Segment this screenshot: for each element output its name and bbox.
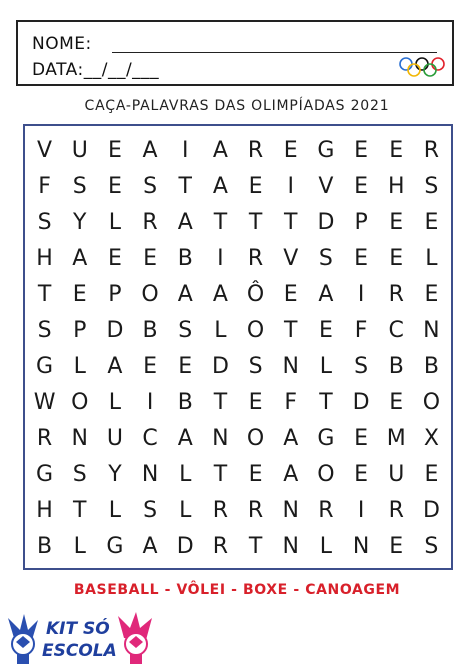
grid-letter-cell[interactable]: N [212, 425, 229, 451]
grid-letter-cell[interactable]: T [319, 389, 333, 415]
grid-letter-cell[interactable]: R [247, 497, 264, 523]
grid-letter-cell[interactable]: U [71, 137, 88, 163]
grid-letter-cell[interactable]: E [389, 209, 404, 235]
grid-letter-cell[interactable]: S [318, 245, 333, 271]
grid-letter-cell[interactable]: L [214, 317, 227, 343]
grid-letter-cell[interactable]: S [37, 209, 52, 235]
grid-letter-cell[interactable]: L [319, 533, 333, 559]
grid-letter-cell[interactable]: R [212, 497, 229, 523]
grid-letter-cell[interactable]: T [213, 389, 228, 415]
grid-letter-cell[interactable]: A [142, 533, 158, 559]
grid-letter-cell[interactable]: H [387, 173, 405, 199]
grid-letter-cell[interactable]: E [354, 245, 369, 271]
grid-letter-cell[interactable]: A [212, 137, 228, 163]
grid-letter-cell[interactable]: E [143, 353, 158, 379]
grid-letter-cell[interactable]: E [424, 281, 439, 307]
grid-letter-cell[interactable]: B [388, 353, 404, 379]
grid-letter-cell[interactable]: S [424, 533, 439, 559]
grid-letter-cell[interactable]: E [354, 425, 369, 451]
grid-letter-cell[interactable]: O [71, 389, 89, 415]
grid-letter-cell[interactable]: A [177, 209, 193, 235]
grid-letter-cell[interactable]: R [212, 533, 229, 559]
grid-letter-cell[interactable]: E [318, 317, 333, 343]
grid-letter-cell[interactable]: B [37, 533, 53, 559]
grid-letter-cell[interactable]: A [318, 281, 334, 307]
grid-letter-cell[interactable]: S [248, 353, 263, 379]
grid-letter-cell[interactable]: D [211, 353, 229, 379]
grid-letter-cell[interactable]: Y [108, 461, 122, 487]
grid-letter-cell[interactable]: D [422, 497, 440, 523]
grid-letter-cell[interactable]: V [37, 137, 53, 163]
grid-letter-cell[interactable]: E [389, 245, 404, 271]
grid-letter-cell[interactable]: N [282, 497, 299, 523]
grid-letter-cell[interactable]: T [248, 209, 263, 235]
grid-letter-cell[interactable]: E [248, 173, 263, 199]
grid-letter-cell[interactable]: E [107, 173, 122, 199]
grid-letter-cell[interactable]: R [247, 137, 264, 163]
grid-letter-cell[interactable]: N [282, 353, 299, 379]
grid-letter-cell[interactable]: N [352, 533, 370, 559]
grid-letter-cell[interactable]: N [141, 461, 159, 487]
grid-letter-cell[interactable]: Ô [246, 281, 265, 307]
grid-letter-cell[interactable]: A [72, 245, 88, 271]
grid-letter-cell[interactable]: I [357, 281, 365, 307]
grid-letter-cell[interactable]: L [179, 461, 192, 487]
grid-letter-cell[interactable]: X [423, 425, 439, 451]
grid-letter-cell[interactable]: H [36, 245, 53, 271]
page-title: CAÇA-PALAVRAS DAS OLIMPÍADAS 2021 [84, 98, 390, 114]
grid-letter-cell[interactable]: V [283, 245, 299, 271]
grid-letter-cell[interactable]: A [212, 281, 228, 307]
grid-letter-cell[interactable]: T [284, 209, 298, 235]
grid-letter-cell[interactable]: L [73, 533, 86, 559]
grid-letter-cell[interactable]: L [179, 497, 192, 523]
grid-letter-cell[interactable]: A [142, 137, 158, 163]
grid-letter-cell[interactable]: E [178, 353, 193, 379]
grid-letter-cell[interactable]: D [352, 389, 370, 415]
grid-letter-cell[interactable]: P [354, 209, 368, 235]
grid-letter-cell[interactable]: A [107, 353, 123, 379]
grid-letter-cell[interactable]: E [283, 281, 298, 307]
grid-letter-cell[interactable]: T [213, 461, 228, 487]
grid-letter-cell[interactable]: L [73, 353, 86, 379]
grid-letter-cell[interactable]: G [36, 461, 54, 487]
logo-text [42, 617, 117, 661]
grid-letter-cell[interactable]: E [143, 245, 158, 271]
grid-letter-cell[interactable]: N [71, 425, 88, 451]
word-list: BASEBALL - VÔLEI - BOXE - CANOAGEM [73, 582, 401, 598]
grid-letter-cell[interactable]: G [106, 533, 124, 559]
grid-letter-cell[interactable]: P [108, 281, 122, 307]
grid-letter-cell[interactable]: L [108, 209, 122, 235]
grid-letter-cell[interactable]: M [386, 425, 406, 451]
grid-letter-cell[interactable]: O [246, 425, 265, 451]
grid-letter-cell[interactable]: C [142, 425, 158, 451]
grid-letter-cell[interactable]: A [177, 425, 193, 451]
grid-letter-cell[interactable]: O [141, 281, 159, 307]
grid-letter-cell[interactable]: L [108, 389, 122, 415]
grid-letter-cell[interactable]: T [213, 209, 228, 235]
grid-letter-cell[interactable]: Y [73, 209, 87, 235]
grid-letter-cell[interactable]: W [33, 389, 56, 415]
grid-letter-cell[interactable]: T [37, 281, 52, 307]
name-input-line[interactable] [112, 52, 437, 53]
mascot-left-icon [8, 614, 38, 664]
grid-letter-cell[interactable]: L [108, 497, 122, 523]
grid-letter-cell[interactable]: R [318, 497, 334, 523]
grid-letter-cell[interactable]: I [181, 137, 189, 163]
grid-letter-cell[interactable]: S [424, 173, 439, 199]
grid-letter-cell[interactable]: T [73, 497, 87, 523]
word-search-grid [27, 132, 449, 564]
grid-letter-cell[interactable]: E [424, 209, 439, 235]
grid-letter-cell[interactable]: B [423, 353, 439, 379]
grid-letter-cell[interactable]: A [212, 173, 228, 199]
grid-letter-cell[interactable]: U [388, 461, 405, 487]
grid-letter-cell[interactable]: S [72, 173, 87, 199]
grid-letter-cell[interactable]: F [354, 317, 368, 343]
grid-letter-cell[interactable]: O [317, 461, 335, 487]
grid-letter-cell[interactable]: I [287, 173, 294, 199]
grid-letter-cell[interactable]: E [107, 245, 122, 271]
grid-letter-cell[interactable]: G [36, 353, 54, 379]
grid-letter-cell[interactable]: S [143, 497, 158, 523]
grid-letter-cell[interactable]: D [176, 533, 194, 559]
grid-letter-cell[interactable]: V [318, 173, 334, 199]
date-field[interactable]: DATA:__/__/___ [32, 60, 160, 80]
header-box [16, 20, 454, 86]
grid-letter-cell[interactable]: E [283, 137, 298, 163]
grid-letter-cell[interactable]: L [319, 353, 333, 379]
grid-letter-cell[interactable]: H [36, 497, 53, 523]
grid-letter-cell[interactable]: E [389, 533, 404, 559]
svg-text:KIT SÓ: KIT SÓ [46, 619, 110, 639]
grid-letter-cell[interactable]: F [284, 389, 298, 415]
svg-text:ESCOLA: ESCOLA [42, 641, 117, 661]
grid-letter-cell[interactable]: D [317, 209, 335, 235]
grid-letter-cell[interactable]: N [282, 533, 299, 559]
grid-letter-cell[interactable]: E [354, 173, 369, 199]
grid-letter-cell[interactable]: B [177, 245, 193, 271]
grid-letter-cell[interactable]: T [248, 533, 263, 559]
grid-letter-cell[interactable]: R [388, 497, 404, 523]
grid-letter-cell[interactable]: F [38, 173, 51, 199]
grid-letter-cell[interactable]: S [37, 317, 52, 343]
grid-letter-cell[interactable]: O [246, 317, 265, 343]
grid-letter-cell[interactable]: E [107, 137, 122, 163]
grid-letter-cell[interactable]: E [424, 461, 439, 487]
grid-letter-cell[interactable]: B [177, 389, 193, 415]
grid-letter-cell[interactable]: L [425, 245, 438, 271]
grid-letter-cell[interactable]: I [146, 389, 154, 415]
grid-letter-cell[interactable]: T [178, 173, 192, 199]
grid-letter-cell[interactable]: R [388, 281, 404, 307]
grid-letter-cell[interactable]: R [36, 425, 53, 451]
grid-letter-cell[interactable]: I [357, 497, 365, 523]
grid-letter-cell[interactable]: G [317, 137, 335, 163]
grid-letter-cell[interactable]: A [283, 461, 299, 487]
grid-letter-cell[interactable]: R [423, 137, 440, 163]
grid-letter-cell[interactable]: U [106, 425, 123, 451]
word-search-grid-box [23, 124, 453, 570]
grid-letter-cell[interactable]: T [284, 317, 298, 343]
grid-letter-cell[interactable]: B [142, 317, 158, 343]
grid-letter-cell[interactable]: R [142, 209, 158, 235]
grid-letter-cell[interactable]: D [106, 317, 124, 343]
name-label: NOME: [32, 34, 92, 54]
grid-letter-cell[interactable]: A [177, 281, 193, 307]
kit-so-escola-logo [6, 608, 156, 666]
grid-letter-cell[interactable]: E [248, 389, 263, 415]
grid-letter-cell[interactable]: E [354, 461, 369, 487]
grid-letter-cell[interactable]: S [178, 317, 193, 343]
grid-letter-cell[interactable]: G [317, 425, 335, 451]
olympic-rings-icon [398, 56, 446, 78]
grid-letter-cell[interactable]: R [247, 245, 264, 271]
grid-letter-cell[interactable]: S [143, 173, 158, 199]
grid-letter-cell[interactable]: E [248, 461, 263, 487]
grid-letter-cell[interactable]: A [283, 425, 299, 451]
grid-letter-cell[interactable]: N [423, 317, 440, 343]
mascot-right-icon [118, 612, 152, 664]
grid-letter-cell[interactable]: C [388, 317, 404, 343]
grid-letter-cell[interactable]: E [389, 137, 404, 163]
grid-letter-cell[interactable]: S [72, 461, 87, 487]
grid-letter-cell[interactable]: S [354, 353, 369, 379]
grid-letter-cell[interactable]: P [73, 317, 87, 343]
grid-letter-cell[interactable]: E [389, 389, 404, 415]
grid-letter-cell[interactable]: O [422, 389, 441, 415]
grid-letter-cell[interactable]: I [217, 245, 224, 271]
grid-letter-cell[interactable]: E [72, 281, 87, 307]
grid-letter-cell[interactable]: E [354, 137, 369, 163]
